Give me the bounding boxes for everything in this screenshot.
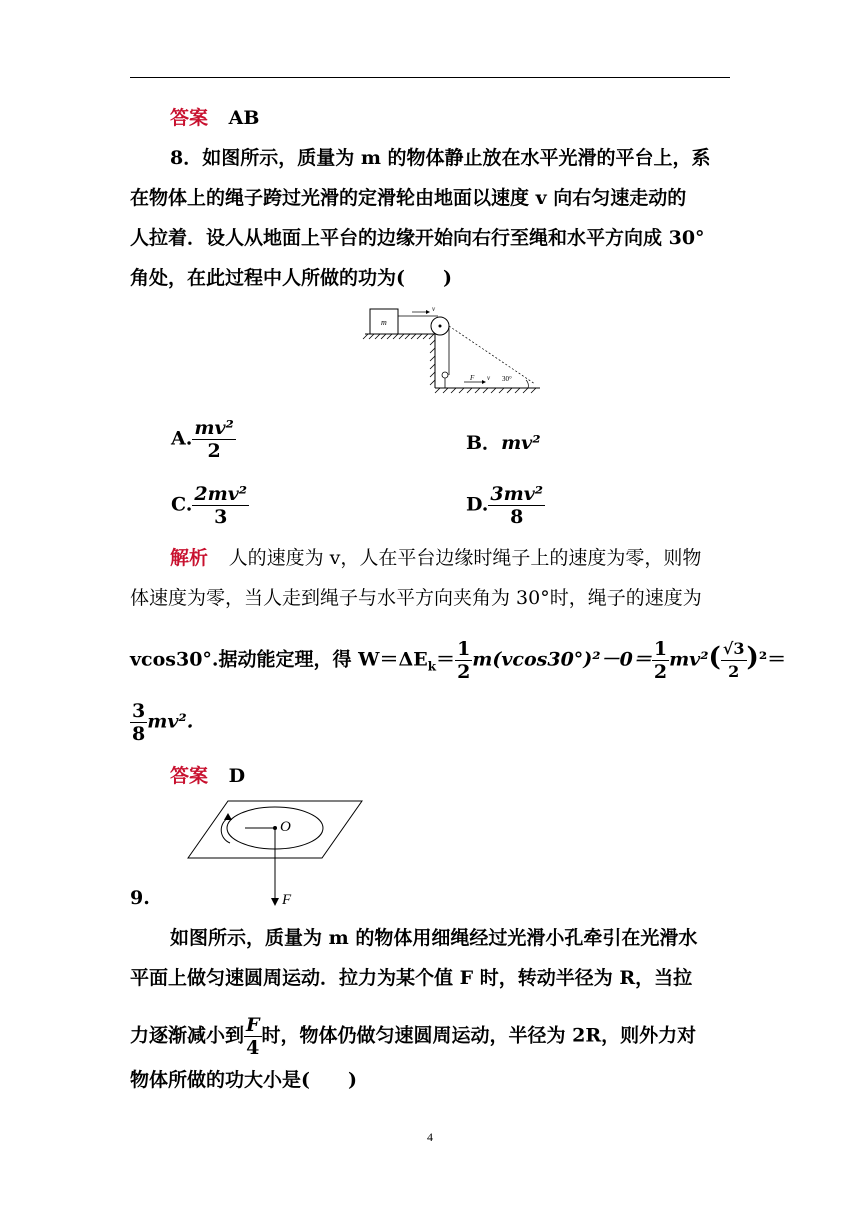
q8-pulley-figure [360,302,545,398]
svg-text:30°: 30° [502,375,512,383]
q9-line4: 物体所做的功大小是( ) [130,1069,357,1091]
option-a[interactable]: A. $\frac{\text{mv²}}{2}$ [171,417,234,462]
svg-text:O: O [280,819,291,835]
svg-text:F: F [282,892,292,908]
q8-line3: 人拉着．设人从地面上平台的边缘开始向右行至绳和水平方向成 30° [130,227,705,249]
svg-text:v: v [487,374,491,382]
svg-text:v: v [432,305,436,313]
svg-text:m: m [381,318,387,327]
q9-line2: 平面上做匀速圆周运动．拉力为某个值 F 时，转动半径为 R，当拉 [130,967,693,989]
q8-line4: 角处，在此过程中人所做的功为( ) [130,267,452,289]
answer-value: AB [228,107,260,129]
svg-text:F: F [470,374,475,382]
answer-label: 答案 [170,107,209,129]
analysis-label: 解析 [170,547,209,569]
analysis-line3: vcos30°.据动能定理，得 $W=\Delta E_k=$ $\frac{1}{2}$ m(vcos30°)²－0＝ $\frac{1}{2}$ mv²( $\frac{√3}{2}$ )²＝ [130,638,787,683]
analysis-line2: 体速度为零，当人走到绳子与水平方向夹角为 30°时，绳子的速度为 [130,587,702,609]
q8-line1: 8．如图所示，质量为 m 的物体静止放在水平光滑的平台上，系 [170,147,711,169]
q9-number: 9. [130,887,150,909]
analysis-line1: 解析 人的速度为 v，人在平台边缘时绳子上的速度为零，则物 [130,546,700,570]
answer-label: 答案 [170,765,209,787]
option-c[interactable]: C. $\frac{\text{2mv²}}{3}$ [171,483,248,528]
option-b[interactable]: B．mv² [466,432,541,454]
q9-line3: 力逐渐减小到 $\frac{F}{4}$ 时，物体仍做匀速圆周运动，半径为 2R，则外力对 [130,1014,697,1059]
q8-line2: 在物体上的绳子跨过光滑的定滑轮由地面以速度 v 向右匀速走动的 [130,187,687,209]
analysis-line4: $\frac{3}{8}$ mv². [132,700,194,745]
q9-line1: 如图所示，质量为 m 的物体用细绳经过光滑小孔牵引在光滑水 [170,927,698,949]
answer-value: D [228,765,246,787]
header-rule [130,77,730,78]
answer-8 [130,764,740,788]
page-number: 4 [427,1130,433,1144]
answer-7 [130,106,740,130]
option-d[interactable]: D. $\frac{\text{3mv²}}{8}$ [466,483,544,528]
